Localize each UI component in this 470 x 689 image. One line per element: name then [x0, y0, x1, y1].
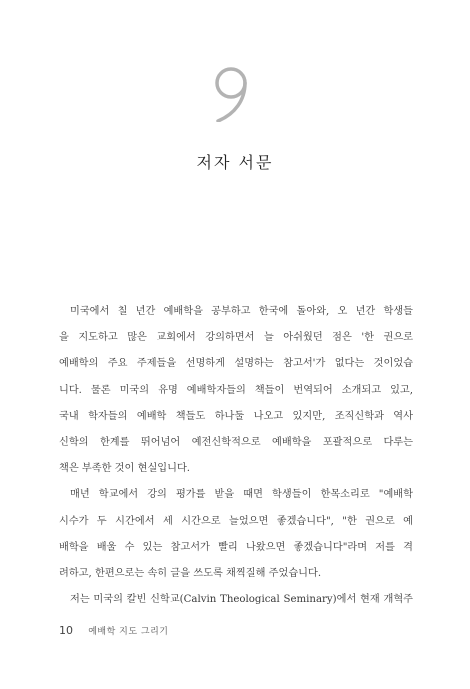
text-line: 예배학의 주요 주제들을 선명하게 설명하는 참고서'가 없다는 것이었습: [59, 358, 413, 370]
text-line: 려하고, 한편으로는 속히 글을 쓰도록 채찍질해 주었습니다.: [59, 567, 322, 579]
chapter-nine-glyph: [209, 66, 255, 122]
page-number: 10: [59, 624, 73, 637]
text-line: 매년 학교에서 강의 평가를 받을 때면 학생들이 한목소리로 "예배학: [70, 489, 413, 501]
text-line: 미국에서 칠 년간 예배학을 공부하고 한국에 돌아와, 오 년간 학생들: [70, 306, 413, 317]
text-line: 저는 미국의 칼빈 신학교(Calvin Theological Seminary)에서 현재 개혁주: [70, 594, 413, 606]
page-footer: [59, 624, 168, 637]
chapter-heading: 저자 서문: [196, 153, 274, 172]
chapter-number-mark: [209, 66, 255, 122]
text-line: 을 지도하고 많은 교회에서 강의하면서 늘 아쉬웠던 점은 '한 권으로: [59, 332, 413, 344]
running-title: 예배학 지도 그리기: [88, 627, 169, 637]
text-line: 니다. 물론 미국의 유명 예배학자들의 책들이 번역되어 소개되고 있고,: [59, 384, 413, 396]
text-line: 시수가 두 시간에서 세 시간으로 늘었으면 좋겠습니다", "한 권으로 예: [59, 515, 413, 527]
text-line: 배학을 배울 수 있는 참고서가 빨리 나왔으면 좋겠습니다"라며 저를 격: [59, 541, 413, 553]
text-line: 책은 부족한 것이 현실입니다.: [59, 463, 191, 475]
body-text: [59, 299, 413, 613]
text-line: 신학의 한계를 뛰어넘어 예전신학적으로 예배학을 포괄적으로 다루는: [59, 436, 413, 448]
text-line: 국내 학자들의 예배학 책들도 하나둘 나오고 있지만, 조직신학과 역사: [59, 410, 413, 422]
